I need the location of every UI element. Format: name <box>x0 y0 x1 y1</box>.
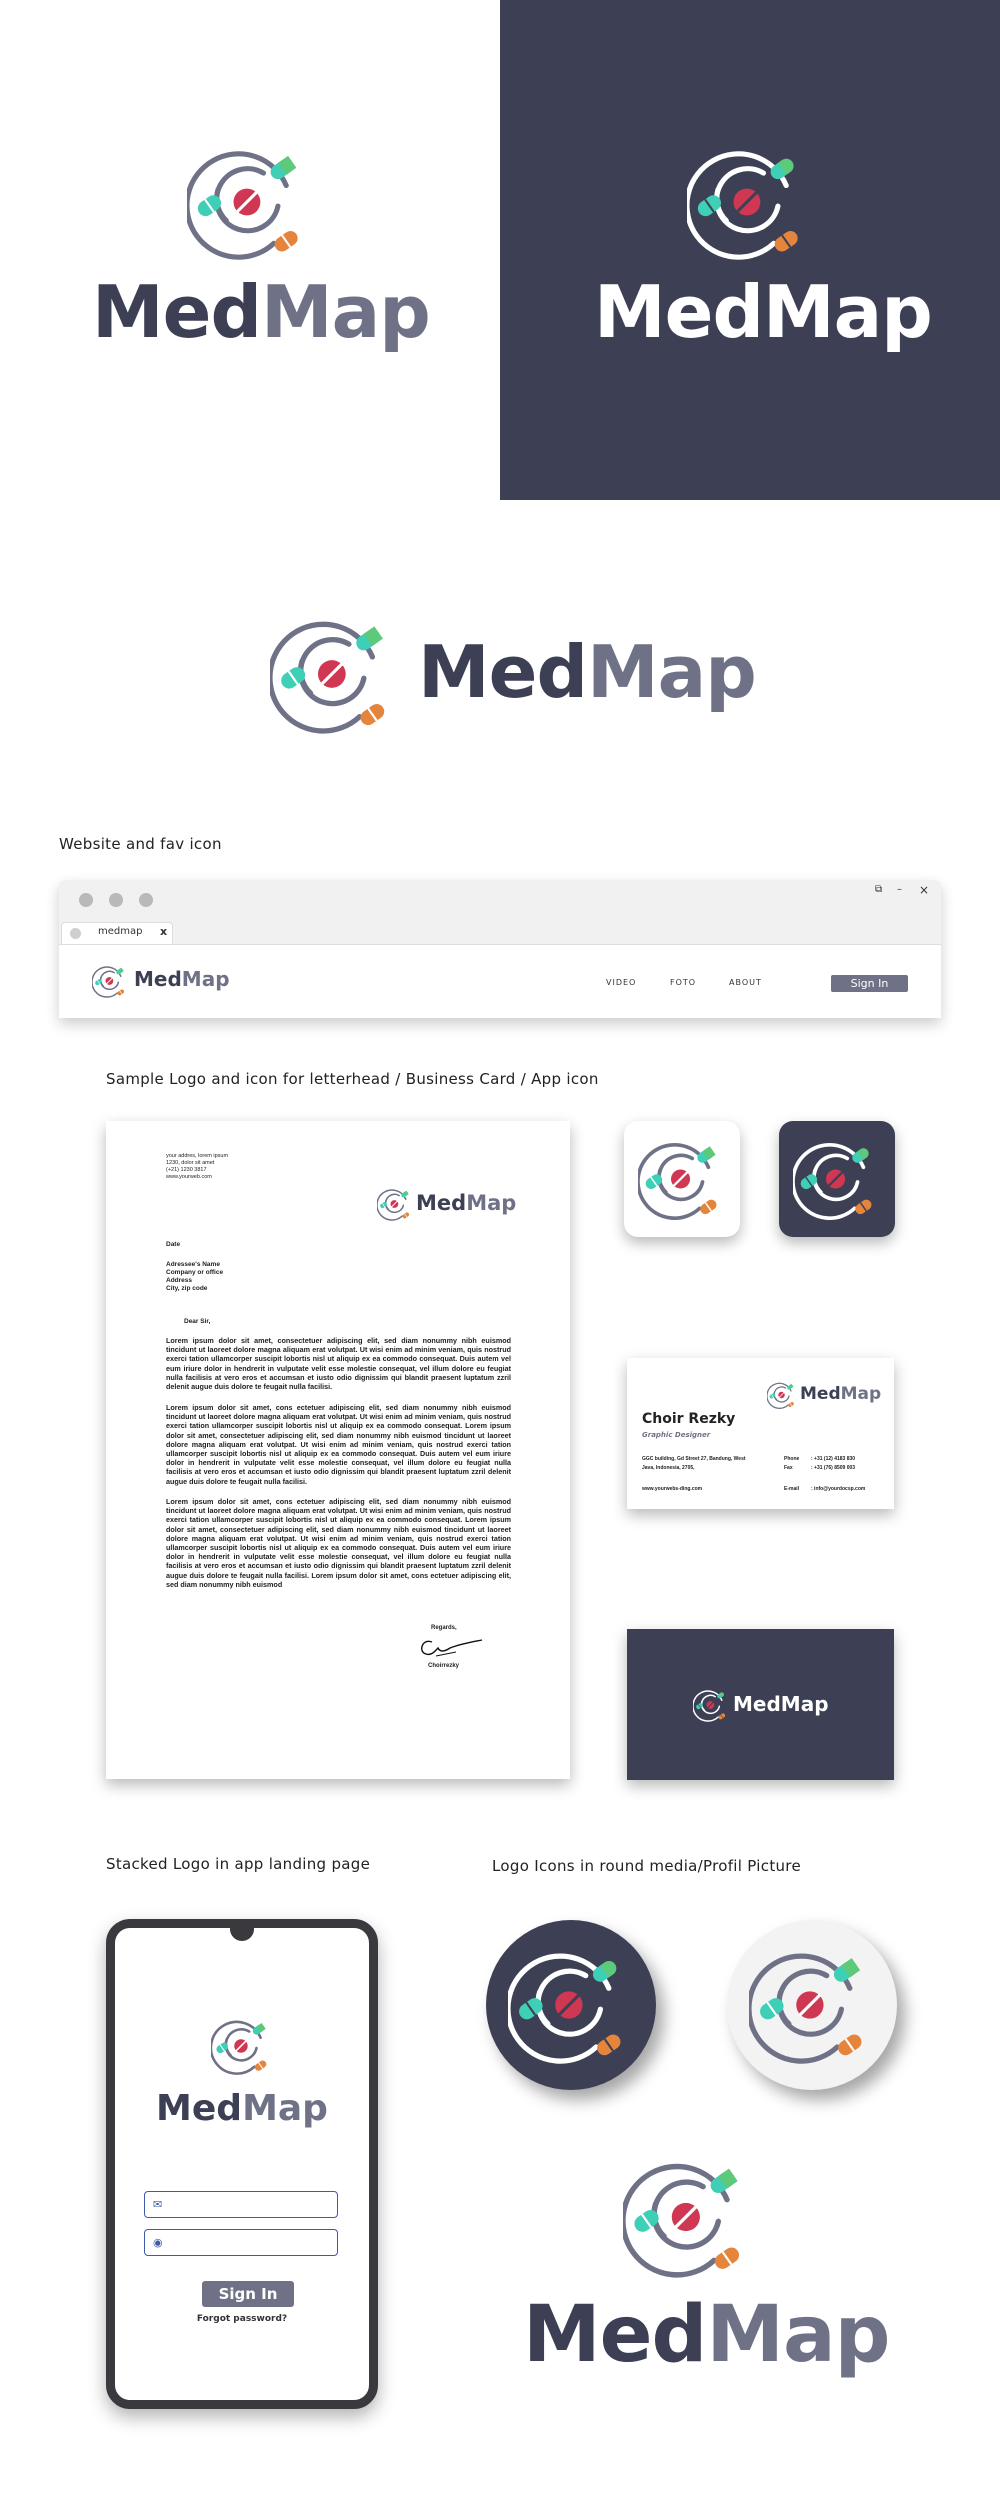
nav-foto[interactable]: FOTO <box>670 978 697 987</box>
site-sign-in-button[interactable]: Sign In <box>831 975 908 992</box>
letterhead-page <box>106 1121 570 1779</box>
section-label-stacked: Stacked Logo in app landing page <box>106 1855 371 1873</box>
card-website: www.yourwebs-ding.com <box>642 1486 703 1492</box>
orbit-map-pin-logo-icon <box>623 2152 753 2282</box>
window-dot-icon[interactable] <box>139 893 153 907</box>
browser-viewport <box>59 944 941 1018</box>
letterhead-regards: Regards, <box>431 1625 457 1631</box>
hero-dark-panel <box>500 0 1000 500</box>
hero-light-wordmark: MedMap <box>92 270 430 354</box>
tab-title: medmap <box>98 926 143 937</box>
orbit-map-pin-logo-icon <box>793 1135 881 1223</box>
minimize-icon[interactable]: – <box>897 884 902 895</box>
orbit-map-pin-logo-icon <box>749 1942 875 2068</box>
letterhead-paragraph: Lorem ipsum dolor sit amet, consectetuer adipiscing elit, sed diam nonummy nibh euismod tincidunt ut laoreet dolore magna aliquam erat volutpat. Ut wisi enim ad minim veniam, quis nostrud exerci tation ullamcorper suscipit lobortis nisl ut aliquip ex ea commodo consequat. Duis autem vel eum iriure dolor in hendrerit in vulputate velit esse molestie consequat, vel illum dolore eu feugiat nulla facilisis at vero eros et accumsan et iusto odio dignissim qui blandit praesent luptatum zzril delenit augue duis dolore te feugait nulla facilisi. <box>166 1336 511 1392</box>
section-label-sample: Sample Logo and icon for letterhead / Business Card / App icon <box>106 1070 599 1088</box>
envelope-icon: ✉ <box>153 2198 163 2211</box>
signature-icon <box>416 1634 486 1660</box>
hero-light-panel <box>0 0 500 500</box>
letterhead-paragraph: Lorem ipsum dolor sit amet, cons ectetuer adipiscing elit, sed diam nonummy nibh euismod tincidunt ut laoreet dolore magna aliquam erat volutpat. Ut wisi enim ad minim veniam, quis nostrud exerci tation ullamcorper suscipit lobortis nisl ut aliquip ex ea commodo consequat. Lorem ipsum dolor sit amet, consectetuer adipiscing elit, sed diam nonummy nibh euismod tincidunt ut laoreet dolore magna aliquam erat volutpat. Ut wisi enim ad minim veniam, quis nostrud exerci tation ullamcorper suscipit lobortis nisl ut aliquip ex ea commodo consequat. Duis autem vel eum iriure dolor in hendrerit in vulputate velit esse molestie consequat, vel illum dolore eu feugiat nulla facilisis at vero eros et accumsan et iusto odio dignissim qui blandit praesent luptatum zzril delenit augue duis dolore te feugait nulla facilisi. <box>166 1403 511 1486</box>
letterhead-sender: your addres, lorem ipsum 1230, dolor sit amet (+21) 1230 3817 www.yourweb.com <box>166 1153 229 1180</box>
site-wordmark[interactable]: MedMap <box>134 967 230 991</box>
phone-sign-in-button[interactable]: Sign In <box>202 2281 294 2307</box>
app-icon-dark <box>779 1121 895 1237</box>
eye-icon: ◉ <box>153 2236 163 2249</box>
window-dot-icon[interactable] <box>79 893 93 907</box>
nav-about[interactable]: ABOUT <box>729 978 762 987</box>
nav-video[interactable]: VIDEO <box>606 978 637 987</box>
hero-dark-wordmark: MedMap <box>594 270 932 354</box>
section-label-website: Website and fav icon <box>59 835 222 853</box>
phone-wordmark: MedMap <box>156 2088 328 2129</box>
letterhead-date: Date <box>166 1241 181 1248</box>
business-card-back <box>627 1629 894 1780</box>
orbit-map-pin-logo-icon <box>211 2015 273 2077</box>
close-icon[interactable]: × <box>919 883 930 897</box>
orbit-map-pin-logo-icon <box>767 1380 797 1410</box>
letterhead-wordmark: MedMap <box>416 1191 517 1215</box>
letterhead-addressee: Adressee's Name Company or office Address City, zip code <box>166 1261 224 1292</box>
card-wordmark: MedMap <box>800 1384 882 1404</box>
letterhead-paragraph: Lorem ipsum dolor sit amet, cons ectetuer adipiscing elit, sed diam nonummy nibh euismod tincidunt ut laoreet dolore magna aliquam erat volutpat. Ut wisi enim ad minim veniam, quis nostrud exerci tation ullamcorper suscipit lobortis nisl ut aliquip ex ea commodo consequat. Lorem ipsum dolor sit amet, consectetuer adipiscing elit, sed diam nonummy nibh euismod tincidunt ut laoreet dolore magna aliquam erat volutpat. Ut wisi enim ad minim veniam, quis nostrud exerci tation ullamcorper suscipit lobortis nisl ut aliquip ex ea commodo consequat. Duis autem vel eum iriure dolor in hendrerit in vulputate velit esse molestie consequat, vel illum dolore eu feugiat nulla facilisis at vero eros et accumsan et iusto odio dignissim qui blandit praesent luptatum zzril delenit augue duis dolore te feugait nulla facilisi. Lorem ipsum dolor sit amet, cons ectetuer adipiscing elit, sed diam nonummy nibh euismod <box>166 1497 511 1589</box>
browser-window <box>59 880 941 1018</box>
app-icon-light <box>624 1121 740 1237</box>
card-contacts: Phone : +31 (12) 4183 830 Fax : +31 (76) 8509 003 <box>784 1456 856 1471</box>
restore-icon[interactable]: ⧉ <box>875 884 883 895</box>
horizontal-wordmark: MedMap <box>418 630 756 714</box>
phone-notch <box>230 1919 254 1941</box>
card-email: E-mail : info@yourdocsp.com <box>784 1486 866 1492</box>
phone-mockup <box>106 1919 378 2409</box>
favicon-icon <box>70 928 81 939</box>
card-address: GGC building, Gd Street 27, Bandung, West Java, Indonesia, 2705, <box>642 1456 746 1471</box>
password-field[interactable] <box>144 2229 338 2256</box>
letterhead-salutation: Dear Sir, <box>184 1318 211 1325</box>
window-dot-icon[interactable] <box>109 893 123 907</box>
tab-close-icon[interactable]: x <box>160 925 168 938</box>
orbit-map-pin-logo-icon <box>638 1135 726 1223</box>
forgot-password-link[interactable]: Forgot password? <box>196 2314 288 2324</box>
orbit-map-pin-logo-icon <box>693 1687 729 1723</box>
orbit-map-pin-logo-icon <box>687 140 811 264</box>
section-label-round: Logo Icons in round media/Profil Picture <box>492 1857 801 1875</box>
letterhead-signature-name: Choirrezky <box>428 1663 460 1669</box>
orbit-map-pin-logo-icon <box>508 1942 634 2068</box>
card-title: Graphic Designer <box>642 1431 711 1439</box>
email-field[interactable] <box>144 2191 338 2218</box>
round-avatar-dark <box>486 1920 656 2090</box>
card-name: Choir Rezky <box>642 1411 736 1427</box>
bottom-stacked-wordmark: MedMap <box>523 2290 890 2380</box>
business-card-front <box>627 1358 894 1509</box>
card-back-wordmark: MedMap <box>733 1692 829 1716</box>
browser-tab[interactable] <box>61 922 173 944</box>
round-avatar-light <box>727 1920 897 2090</box>
horizontal-logo <box>270 610 756 740</box>
orbit-map-pin-logo-icon[interactable] <box>92 963 128 999</box>
orbit-map-pin-logo-icon <box>187 140 311 264</box>
orbit-map-pin-logo-icon <box>377 1186 413 1222</box>
orbit-map-pin-logo-icon <box>270 610 398 738</box>
